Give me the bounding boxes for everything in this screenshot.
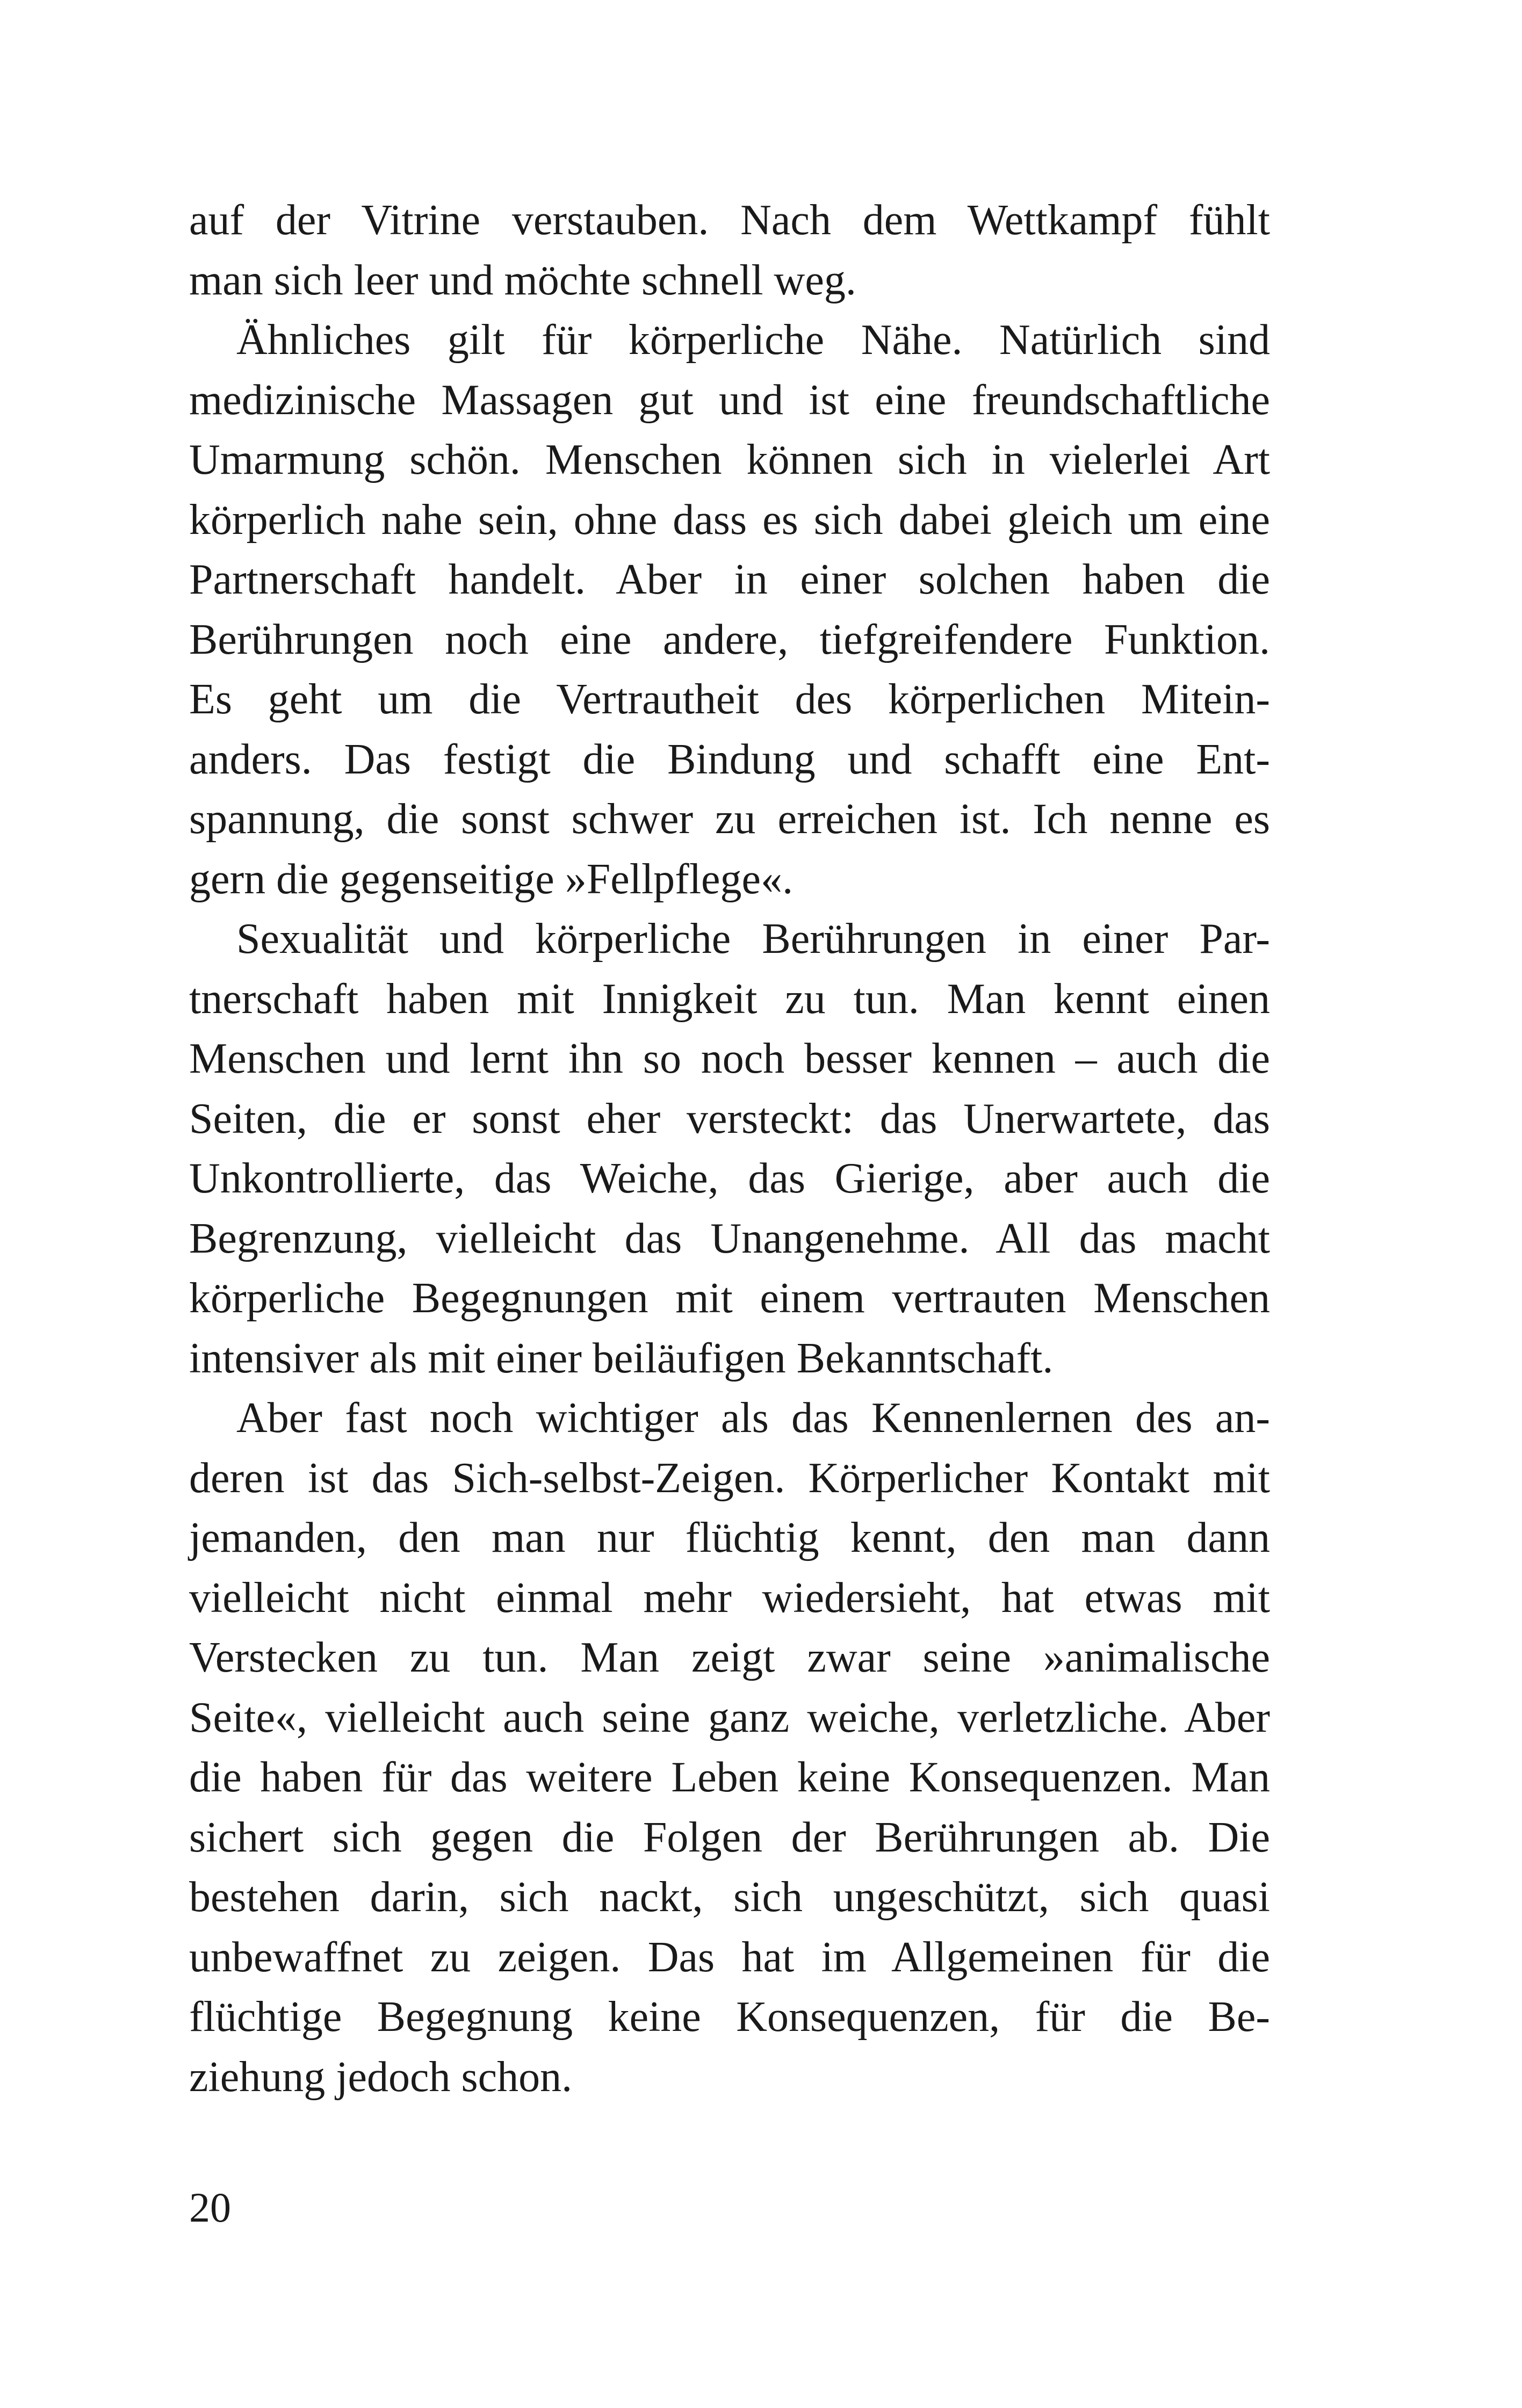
text-line: vielleicht nicht einmal mehr wiedersieht, hat etwas mit [189, 1574, 1270, 1622]
body-text [189, 191, 1270, 2107]
text-line: körperlich nahe sein, ohne dass es sich dabei gleich um eine [189, 496, 1270, 544]
text-line: gern die gegenseitige »Fellpflege«. [189, 855, 794, 903]
text-line: Seiten, die er sonst eher versteckt: das Unerwartete, das [189, 1095, 1270, 1142]
text-line: bestehen darin, sich nackt, sich ungeschützt, sich quasi [189, 1874, 1270, 1921]
text-line: flüchtige Begegnung keine Konsequenzen, für die Be- [189, 1993, 1270, 2041]
text-line: deren ist das Sich-selbst-Zeigen. Körperlicher Kontakt mit [189, 1454, 1270, 1502]
text-line: intensiver als mit einer beiläufigen Bekanntschaft. [189, 1334, 1054, 1382]
text-line: Aber fast noch wichtiger als das Kennenlernen des an- [236, 1394, 1270, 1442]
text-line: Menschen und lernt ihn so noch besser kennen – auch die [189, 1035, 1270, 1082]
text-line: Umarmung schön. Menschen können sich in vielerlei Art [189, 436, 1270, 483]
text-line: körperliche Begegnungen mit einem vertrauten Menschen [189, 1275, 1270, 1322]
text-line: Begrenzung, vielleicht das Unangenehme. All das macht [189, 1214, 1270, 1262]
text-line: tnerschaft haben mit Innigkeit zu tun. Man kennt einen [189, 975, 1270, 1023]
text-line: anders. Das festigt die Bindung und schafft eine Ent- [189, 735, 1270, 783]
text-line: Sexualität und körperliche Berührungen in einer Par- [236, 915, 1270, 963]
text-line: man sich leer und möchte schnell weg. [189, 256, 856, 304]
text-line: medizinische Massagen gut und ist eine freundschaftliche [189, 376, 1270, 424]
text-line: jemanden, den man nur flüchtig kennt, den man dann [189, 1514, 1270, 1561]
text-line: Es geht um die Vertrautheit des körperlichen Mitein- [189, 676, 1270, 723]
text-line: auf der Vitrine verstauben. Nach dem Wettkampf fühlt [189, 197, 1270, 244]
text-line: Seite«, vielleicht auch seine ganz weiche, verletzliche. Aber [189, 1694, 1270, 1741]
text-line: unbewaffnet zu zeigen. Das hat im Allgemeinen für die [189, 1933, 1270, 1981]
text-line: Verstecken zu tun. Man zeigt zwar seine »animalische [189, 1634, 1270, 1681]
text-line: Partnerschaft handelt. Aber in einer solchen haben die [189, 556, 1270, 603]
text-line: Unkontrollierte, das Weiche, das Gierige, aber auch die [189, 1155, 1270, 1202]
page-number: 20 [189, 2184, 231, 2231]
text-line: spannung, die sonst schwer zu erreichen ist. Ich nenne es [189, 796, 1270, 843]
text-line: sichert sich gegen die Folgen der Berührungen ab. Die [189, 1813, 1270, 1861]
text-line: Berührungen noch eine andere, tiefgreifendere Funktion. [189, 616, 1270, 663]
text-line: Ähnliches gilt für körperliche Nähe. Natürlich sind [236, 316, 1270, 364]
text-line: ziehung jedoch schon. [189, 2053, 573, 2101]
text-line: die haben für das weitere Leben keine Konsequenzen. Man [189, 1754, 1270, 1801]
